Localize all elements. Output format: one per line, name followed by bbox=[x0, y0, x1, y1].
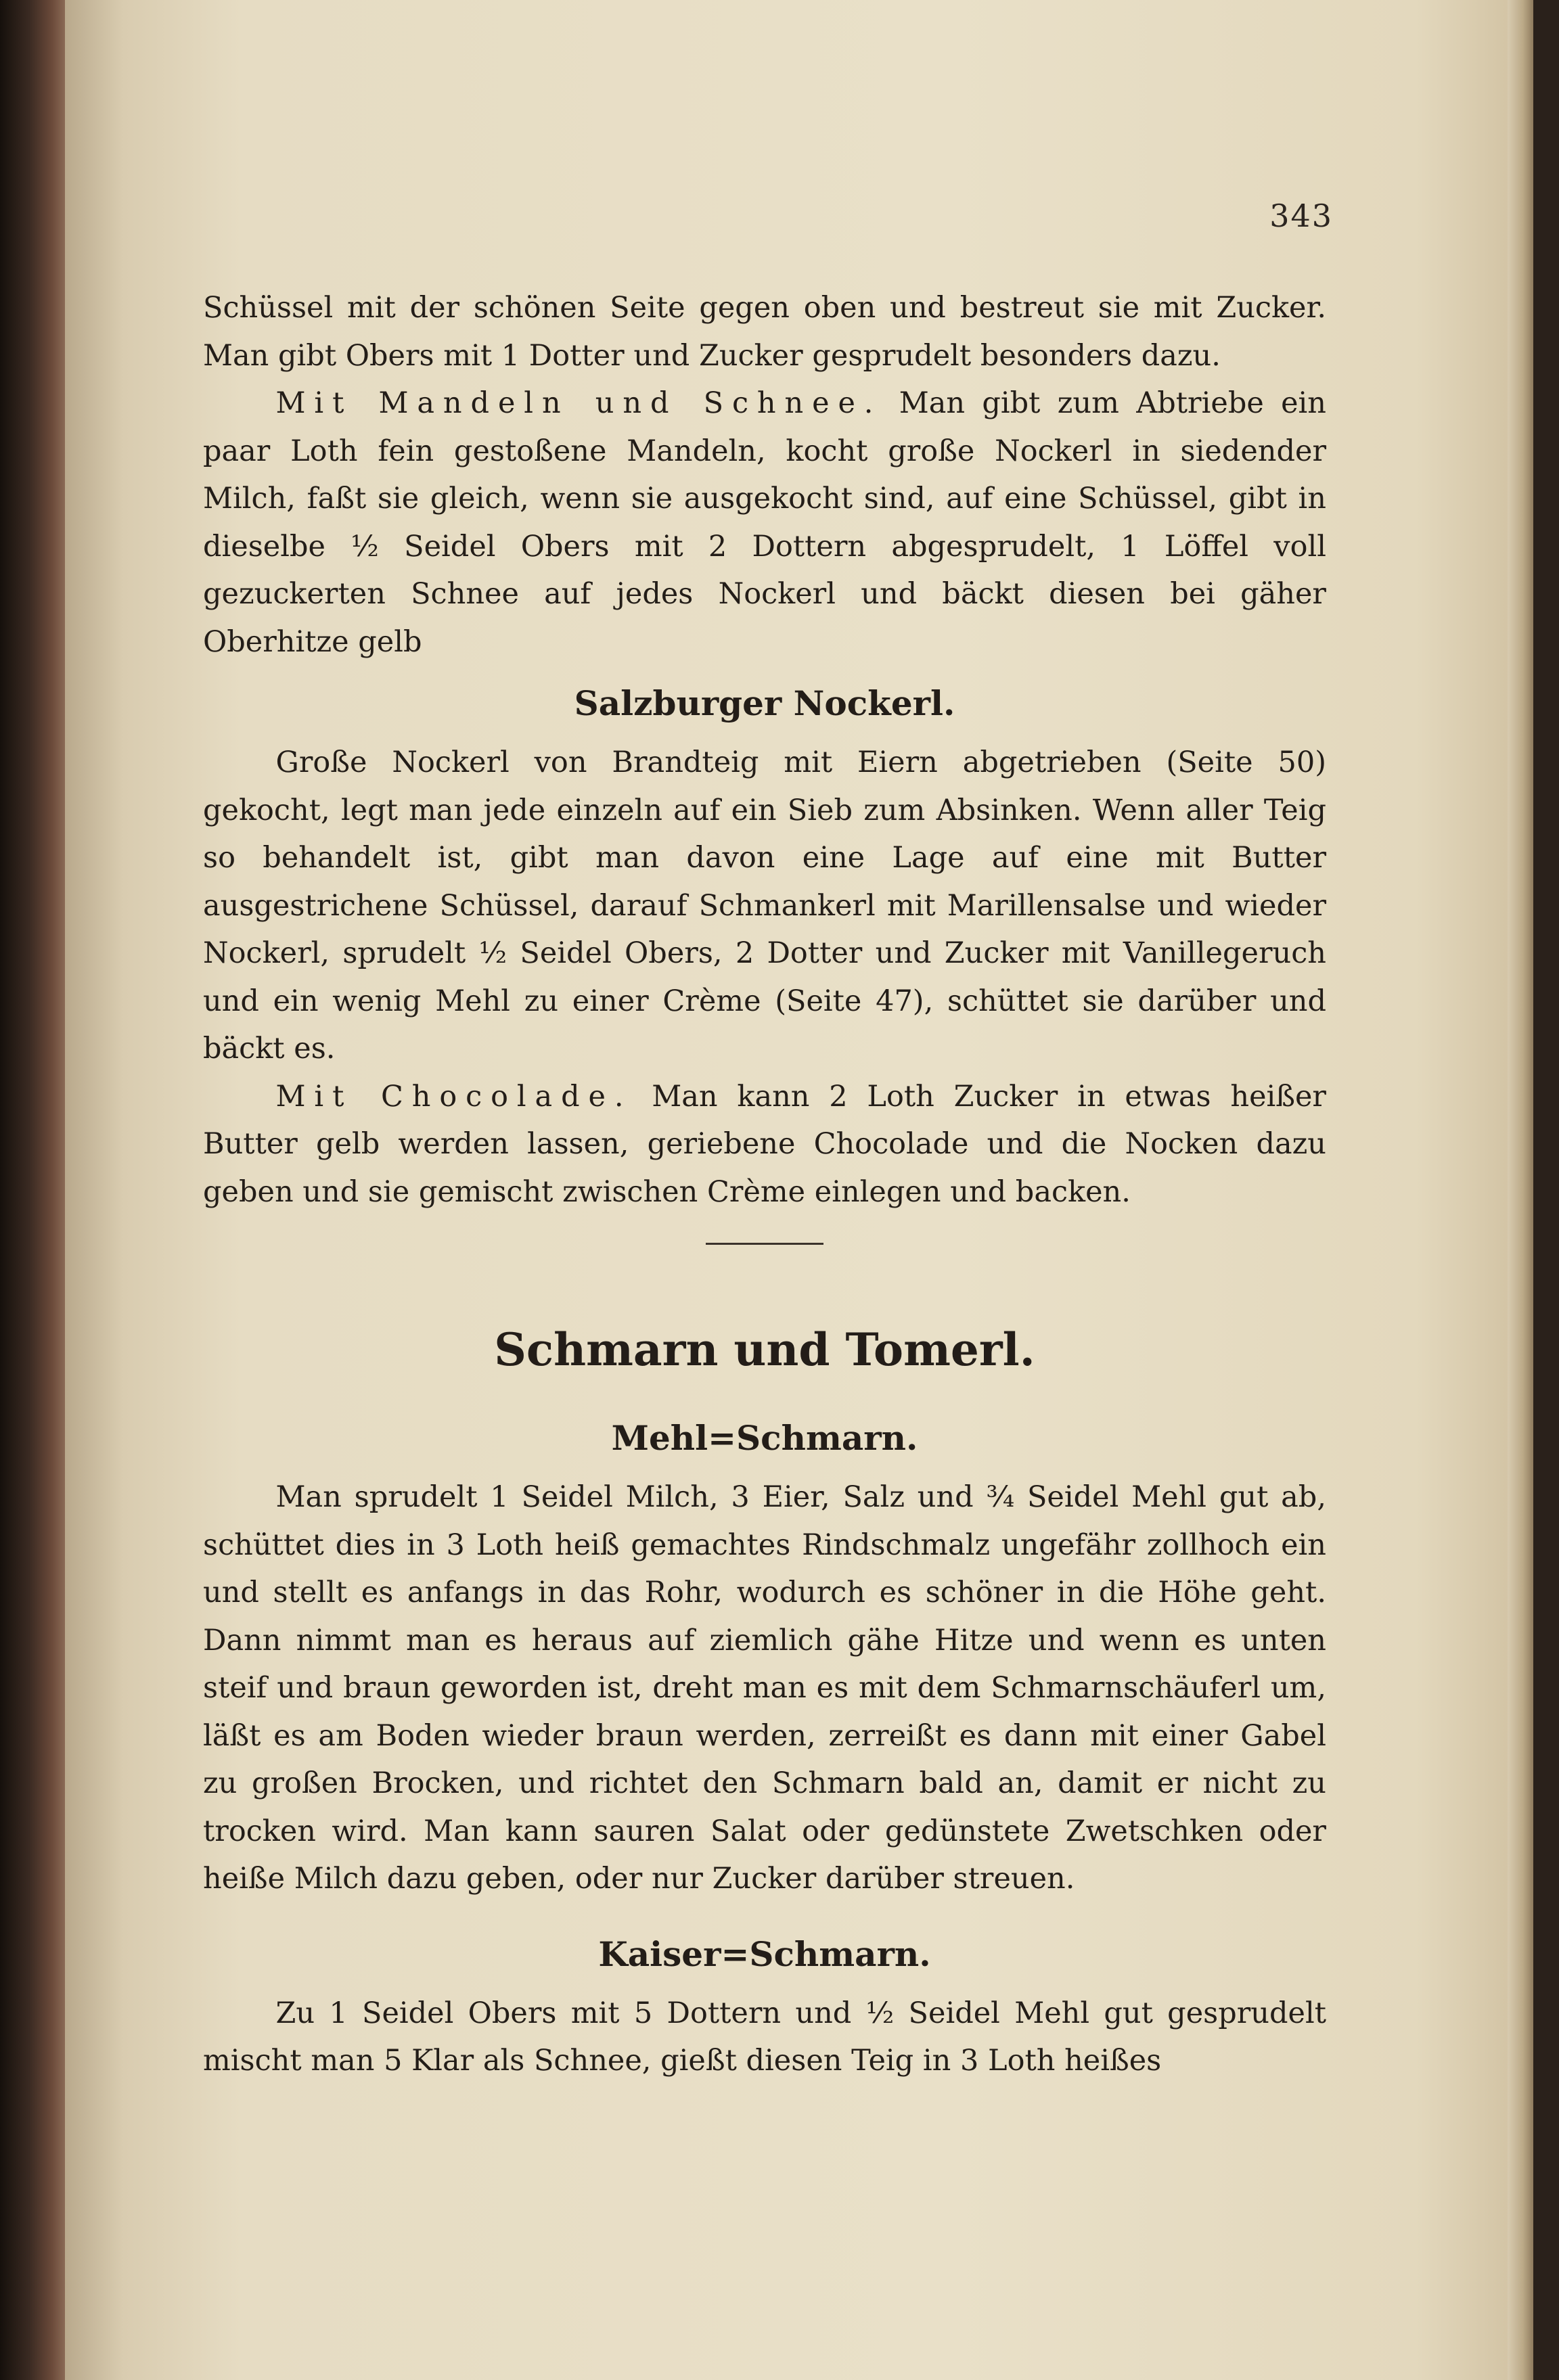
page-text bbox=[203, 284, 1326, 2085]
book-spine bbox=[0, 0, 65, 2380]
paragraph-continuation: Schüssel mit der schönen Seite gegen oben und bestreut sie mit Zucker. Man gibt Obers mit 1 Dotter und Zucker gesprudelt besonders dazu. bbox=[203, 291, 1326, 373]
paragraph-body: Man kann 2 Loth Zucker in etwas heißer Butter gelb werden lassen, geriebene Chocolade und die Nocken dazu geben und sie gemischt zwischen Crème einlegen und backen. bbox=[203, 1079, 1326, 1209]
paragraph-body: Man gibt zum Abtriebe ein paar Loth fein gestoßene Mandeln, kocht große Nockerl in siedender Milch, faßt sie gleich, wenn sie ausgekocht sind, auf eine Schüssel, gibt in dieselbe ½ Seidel Obers mit 2 Dottern abgesprudelt, 1 Löffel voll gezuckerten Schnee auf jedes Nockerl und bäckt diesen bei gäher Oberhitze gelb bbox=[203, 386, 1326, 659]
page-number: 343 bbox=[1269, 198, 1333, 234]
paragraph-kaiser-schmarn: Zu 1 Seidel Obers mit 5 Dottern und ½ Seidel Mehl gut gesprudelt mischt man 5 Klar als Schnee, gießt diesen Teig in 3 Loth heißes bbox=[203, 1996, 1326, 2078]
chapter-heading-schmarn-und-tomerl: Schmarn und Tomerl. bbox=[494, 1323, 1035, 1376]
page-edge bbox=[1508, 0, 1533, 2380]
paragraph-mit-chocolade bbox=[203, 1073, 1326, 1216]
variant-lead: Mit Chocolade. bbox=[275, 1079, 633, 1114]
variant-lead: Mit Mandeln und Schnee. bbox=[275, 386, 882, 420]
paragraph-mit-mandeln bbox=[203, 380, 1326, 666]
paragraph-salzburger-nockerl: Große Nockerl von Brandteig mit Eiern abgetrieben (Seite 50) gekocht, legt man jede einzeln auf ein Sieb zum Absinken. Wenn aller Teig so behandelt ist, gibt man davon eine Lage auf eine mit Butter ausgestrichene Schüssel, darauf Schmankerl mit Marillensalse und wieder Nockerl, sprudelt ½ Seidel Obers, 2 Dotter und Zucker mit Vanillegeruch und ein wenig Mehl zu einer Crème (Seite 47), schüttet sie darüber und bäckt es. bbox=[203, 746, 1326, 1066]
section-heading-kaiser-schmarn: Kaiser=Schmarn. bbox=[598, 1933, 931, 1974]
paragraph-mehl-schmarn: Man sprudelt 1 Seidel Milch, 3 Eier, Salz und ¾ Seidel Mehl gut ab, schüttet dies in 3 Loth heiß gemachtes Rindschmalz ungefähr zollhoch ein und stellt es anfangs in das Rohr, wodurch es schöner in die Höhe geht. Dann nimmt man es heraus auf ziemlich gähe Hitze und wenn es unten steif und braun geworden ist, dreht man es mit dem Schmarnschäuferl um, läßt es am Boden wieder braun werden, zerreißt es dann mit einer Gabel zu großen Brocken, und richtet den Schmarn bald an, damit er nicht zu trocken wird. Man kann sauren Salat oder gedünstete Zwetschken oder heiße Milch dazu geben, oder nur Zucker darüber streuen. bbox=[203, 1480, 1326, 1896]
section-heading-mehl-schmarn: Mehl=Schmarn. bbox=[611, 1418, 918, 1458]
section-divider bbox=[706, 1243, 823, 1245]
section-heading-salzburger-nockerl: Salzburger Nockerl. bbox=[574, 683, 955, 723]
